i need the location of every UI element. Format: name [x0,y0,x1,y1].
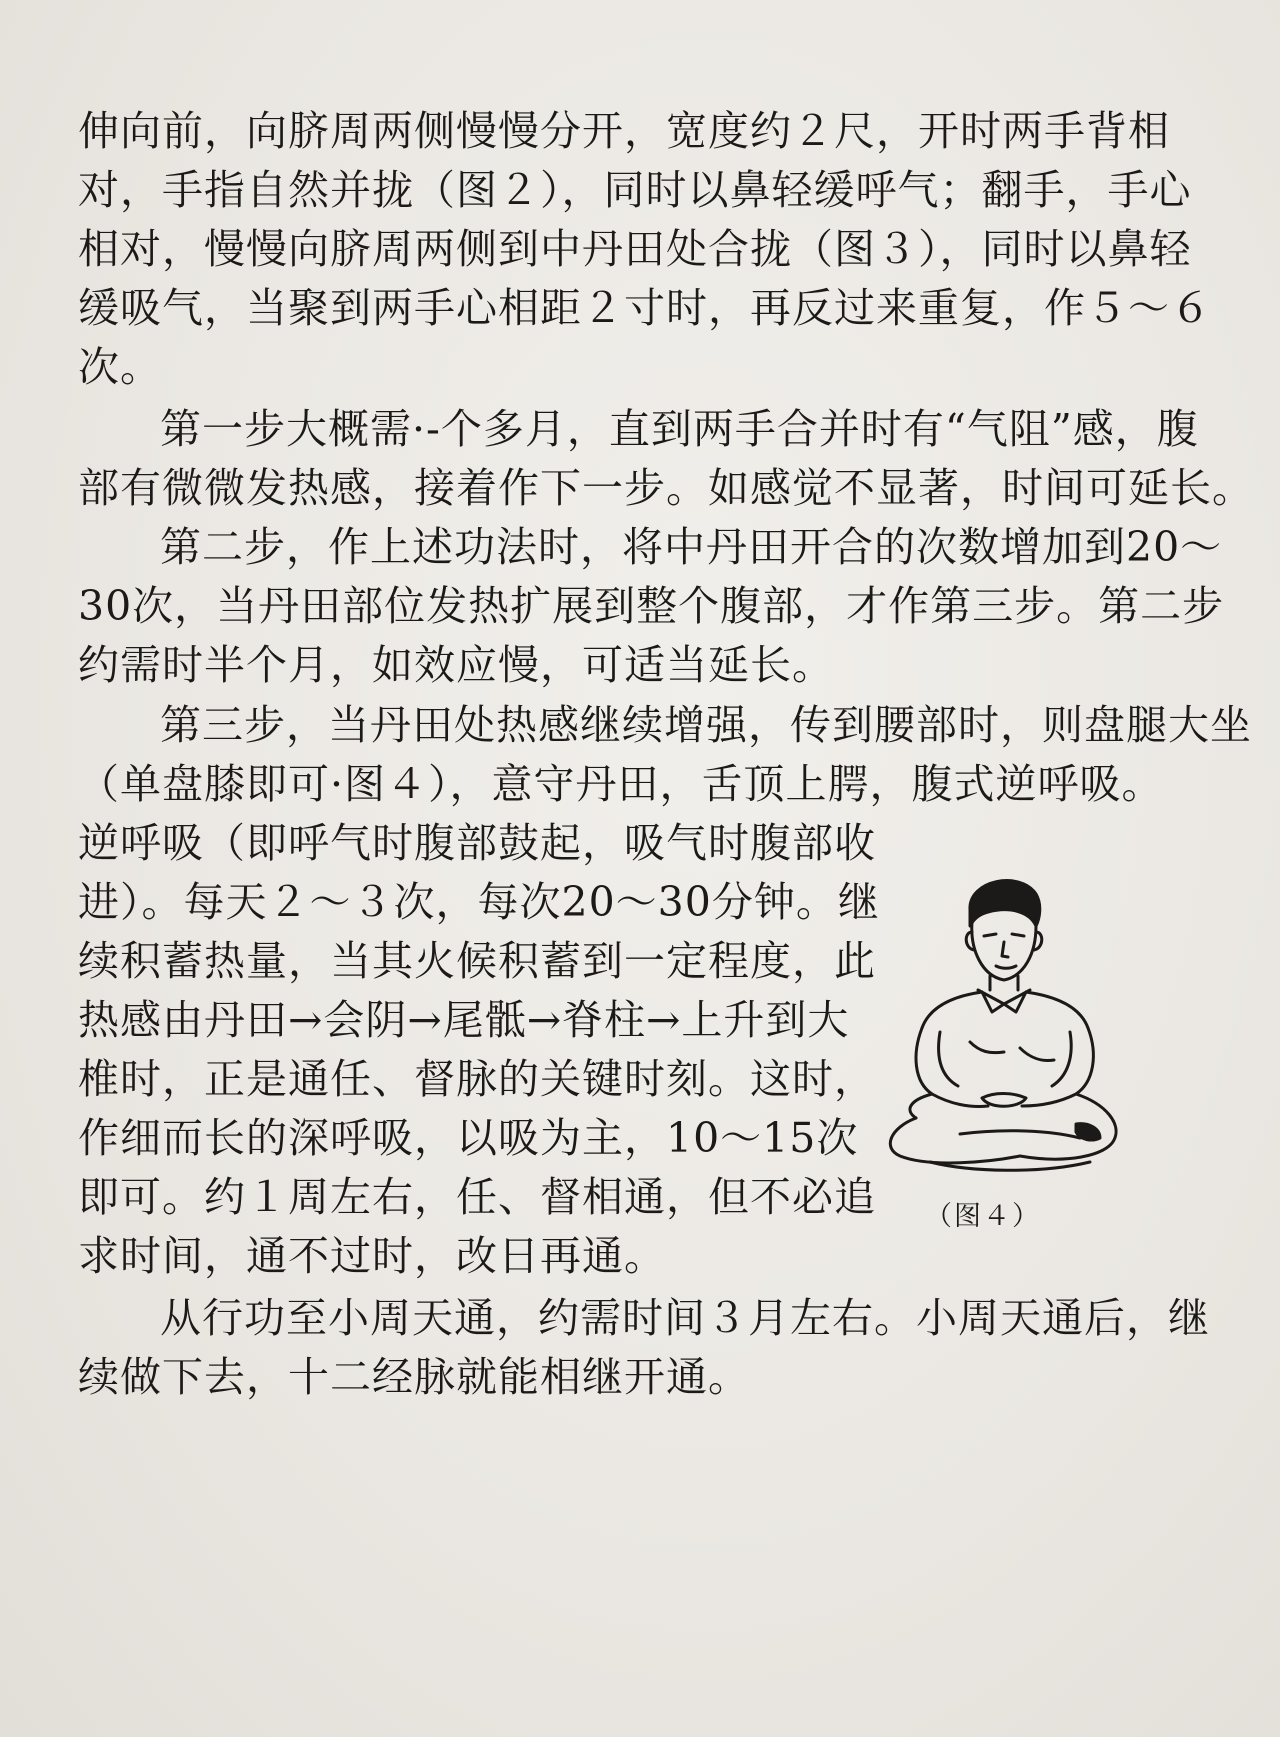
text-line-9: 30次，当丹田部位发热扩展到整个腹部，才作第三步。第二步 [78,582,1225,630]
text-line-7: 部有微微发热感，接着作下一步。如感觉不显著，时间可延长。 [78,464,1254,512]
text-line-10: 约需时半个月，如效应慢，可适当延长。 [78,641,834,689]
text-line-19: 即可。约１周左右，任、督相通，但不必追 [78,1173,876,1221]
text-line-5: 次。 [78,343,162,391]
text-line-22: 续做下去，十二经脉就能相继开通。 [78,1353,750,1401]
text-line-11: 第三步，当丹田处热感继续增强，传到腰部时，则盘腿大坐 [160,701,1252,749]
text-line-17: 椎时，正是通任、督脉的关键时刻。这时， [78,1055,876,1103]
seated-meditation-figure-icon [870,872,1130,1192]
text-line-12: （单盘膝即可·图４），意守丹田，舌顶上腭，腹式逆呼吸。 [78,760,1164,808]
text-line-3: 相对，慢慢向脐周两侧到中丹田处合拢（图３），同时以鼻轻 [78,225,1192,273]
text-line-20: 求时间，通不过时，改日再通。 [78,1232,666,1280]
text-line-6: 第一步大概需·-个多月，直到两手合并时有“气阻”感，腹 [160,405,1199,453]
text-line-13: 逆呼吸（即呼气时腹部鼓起，吸气时腹部收 [78,819,876,867]
text-line-1: 伸向前，向脐周两侧慢慢分开，宽度约２尺，开时两手背相 [78,107,1170,155]
text-line-2: 对，手指自然并拢（图２），同时以鼻轻缓呼气；翻手，手心 [78,166,1192,214]
figure-caption: （图４） [925,1201,1041,1232]
text-line-14: 进）。每天２～３次，每次20～30分钟。继 [78,878,880,926]
text-line-16: 热感由丹田→会阴→尾骶→脊柱→上升到大 [78,996,850,1044]
text-line-18: 作细而长的深呼吸，以吸为主，10～15次 [78,1114,859,1162]
text-line-21: 从行功至小周天通，约需时间３月左右。小周天通后，继 [160,1294,1210,1342]
text-line-4: 缓吸气，当聚到两手心相距２寸时，再反过来重复，作５～６ [78,284,1212,332]
text-line-8: 第二步，作上述功法时，将中丹田开合的次数增加到20～ [160,523,1223,571]
text-line-15: 续积蓄热量，当其火候积蓄到一定程度，此 [78,937,876,985]
